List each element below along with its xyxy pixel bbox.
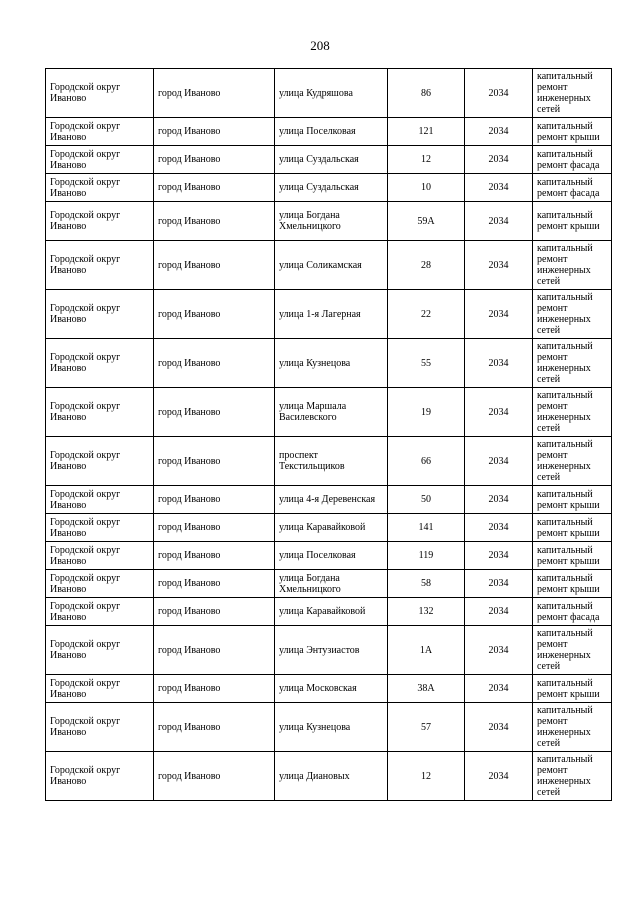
table-row	[46, 241, 612, 290]
cell-year: 2034	[465, 514, 533, 542]
cell-settlement: город Иваново	[154, 339, 275, 388]
cell-work-type: капитальный ремонт инженерных сетей	[533, 290, 612, 339]
table-row	[46, 598, 612, 626]
cell-municipal-okrug: Городской округ Иваново	[46, 486, 154, 514]
cell-house-number: 141	[388, 514, 465, 542]
cell-municipal-okrug: Городской округ Иваново	[46, 626, 154, 675]
cell-street: улица Кудряшова	[275, 69, 388, 118]
cell-house-number: 119	[388, 542, 465, 570]
cell-street: улица Соликамская	[275, 241, 388, 290]
cell-work-type: капитальный ремонт инженерных сетей	[533, 626, 612, 675]
cell-year: 2034	[465, 570, 533, 598]
table-row	[46, 437, 612, 486]
cell-year: 2034	[465, 146, 533, 174]
cell-settlement: город Иваново	[154, 118, 275, 146]
table-row	[46, 174, 612, 202]
cell-municipal-okrug: Городской округ Иваново	[46, 675, 154, 703]
cell-settlement: город Иваново	[154, 514, 275, 542]
cell-municipal-okrug: Городской округ Иваново	[46, 339, 154, 388]
cell-year: 2034	[465, 202, 533, 241]
cell-street: улица 1-я Лагерная	[275, 290, 388, 339]
cell-street: проспект Текстильщиков	[275, 437, 388, 486]
cell-street: улица Поселковая	[275, 118, 388, 146]
housing-repair-table	[45, 68, 612, 801]
cell-street: улица Поселковая	[275, 542, 388, 570]
cell-street: улица Суздальская	[275, 174, 388, 202]
cell-settlement: город Иваново	[154, 202, 275, 241]
cell-work-type: капитальный ремонт крыши	[533, 202, 612, 241]
cell-house-number: 10	[388, 174, 465, 202]
cell-settlement: город Иваново	[154, 388, 275, 437]
table-body	[46, 69, 612, 801]
cell-street: улица Богдана Хмельницкого	[275, 202, 388, 241]
cell-municipal-okrug: Городской округ Иваново	[46, 570, 154, 598]
cell-settlement: город Иваново	[154, 703, 275, 752]
cell-street: улица Каравайковой	[275, 598, 388, 626]
cell-house-number: 121	[388, 118, 465, 146]
cell-work-type: капитальный ремонт фасада	[533, 174, 612, 202]
cell-street: улица Каравайковой	[275, 514, 388, 542]
cell-work-type: капитальный ремонт инженерных сетей	[533, 388, 612, 437]
cell-house-number: 38А	[388, 675, 465, 703]
cell-year: 2034	[465, 542, 533, 570]
cell-settlement: город Иваново	[154, 486, 275, 514]
table-row	[46, 339, 612, 388]
cell-house-number: 55	[388, 339, 465, 388]
cell-house-number: 50	[388, 486, 465, 514]
cell-year: 2034	[465, 241, 533, 290]
cell-work-type: капитальный ремонт крыши	[533, 514, 612, 542]
cell-street: улица Маршала Василевского	[275, 388, 388, 437]
table-row	[46, 146, 612, 174]
cell-settlement: город Иваново	[154, 241, 275, 290]
cell-house-number: 1А	[388, 626, 465, 675]
cell-year: 2034	[465, 626, 533, 675]
table-row	[46, 514, 612, 542]
cell-work-type: капитальный ремонт крыши	[533, 570, 612, 598]
cell-settlement: город Иваново	[154, 290, 275, 339]
cell-house-number: 12	[388, 146, 465, 174]
cell-municipal-okrug: Городской округ Иваново	[46, 703, 154, 752]
cell-settlement: город Иваново	[154, 146, 275, 174]
cell-municipal-okrug: Городской округ Иваново	[46, 290, 154, 339]
cell-street: улица Энтузиастов	[275, 626, 388, 675]
cell-house-number: 132	[388, 598, 465, 626]
cell-municipal-okrug: Городской округ Иваново	[46, 598, 154, 626]
cell-year: 2034	[465, 339, 533, 388]
cell-street: улица Богдана Хмельницкого	[275, 570, 388, 598]
cell-municipal-okrug: Городской округ Иваново	[46, 202, 154, 241]
table-row	[46, 542, 612, 570]
cell-municipal-okrug: Городской округ Иваново	[46, 241, 154, 290]
table-row	[46, 703, 612, 752]
cell-street: улица Кузнецова	[275, 339, 388, 388]
cell-year: 2034	[465, 388, 533, 437]
cell-year: 2034	[465, 598, 533, 626]
cell-work-type: капитальный ремонт фасада	[533, 146, 612, 174]
page-number: 208	[310, 38, 330, 53]
cell-year: 2034	[465, 69, 533, 118]
cell-municipal-okrug: Городской округ Иваново	[46, 174, 154, 202]
cell-year: 2034	[465, 437, 533, 486]
cell-work-type: капитальный ремонт фасада	[533, 598, 612, 626]
cell-house-number: 28	[388, 241, 465, 290]
cell-year: 2034	[465, 174, 533, 202]
table-row	[46, 388, 612, 437]
cell-street: улица Суздальская	[275, 146, 388, 174]
cell-street: улица Московская	[275, 675, 388, 703]
cell-work-type: капитальный ремонт инженерных сетей	[533, 703, 612, 752]
cell-house-number: 19	[388, 388, 465, 437]
cell-house-number: 57	[388, 703, 465, 752]
cell-municipal-okrug: Городской округ Иваново	[46, 514, 154, 542]
cell-street: улица Диановых	[275, 752, 388, 801]
cell-municipal-okrug: Городской округ Иваново	[46, 388, 154, 437]
cell-street: улица Кузнецова	[275, 703, 388, 752]
cell-municipal-okrug: Городской округ Иваново	[46, 69, 154, 118]
cell-year: 2034	[465, 675, 533, 703]
cell-year: 2034	[465, 118, 533, 146]
cell-settlement: город Иваново	[154, 542, 275, 570]
cell-settlement: город Иваново	[154, 626, 275, 675]
cell-settlement: город Иваново	[154, 69, 275, 118]
table-row	[46, 675, 612, 703]
cell-work-type: капитальный ремонт инженерных сетей	[533, 437, 612, 486]
cell-work-type: капитальный ремонт крыши	[533, 675, 612, 703]
cell-work-type: капитальный ремонт инженерных сетей	[533, 69, 612, 118]
cell-work-type: капитальный ремонт крыши	[533, 486, 612, 514]
cell-house-number: 22	[388, 290, 465, 339]
table-row	[46, 290, 612, 339]
cell-work-type: капитальный ремонт крыши	[533, 542, 612, 570]
table-row	[46, 570, 612, 598]
cell-work-type: капитальный ремонт инженерных сетей	[533, 339, 612, 388]
cell-house-number: 12	[388, 752, 465, 801]
cell-settlement: город Иваново	[154, 570, 275, 598]
cell-house-number: 59А	[388, 202, 465, 241]
cell-year: 2034	[465, 486, 533, 514]
cell-house-number: 66	[388, 437, 465, 486]
cell-settlement: город Иваново	[154, 598, 275, 626]
cell-house-number: 86	[388, 69, 465, 118]
cell-settlement: город Иваново	[154, 174, 275, 202]
cell-work-type: капитальный ремонт крыши	[533, 118, 612, 146]
table-row	[46, 69, 612, 118]
cell-settlement: город Иваново	[154, 752, 275, 801]
table-row	[46, 626, 612, 675]
cell-municipal-okrug: Городской округ Иваново	[46, 437, 154, 486]
cell-work-type: капитальный ремонт инженерных сетей	[533, 752, 612, 801]
cell-municipal-okrug: Городской округ Иваново	[46, 752, 154, 801]
cell-year: 2034	[465, 752, 533, 801]
table-row	[46, 118, 612, 146]
cell-municipal-okrug: Городской округ Иваново	[46, 542, 154, 570]
table-row	[46, 752, 612, 801]
cell-work-type: капитальный ремонт инженерных сетей	[533, 241, 612, 290]
cell-settlement: город Иваново	[154, 437, 275, 486]
cell-year: 2034	[465, 290, 533, 339]
cell-settlement: город Иваново	[154, 675, 275, 703]
table-row	[46, 202, 612, 241]
cell-street: улица 4-я Деревенская	[275, 486, 388, 514]
cell-municipal-okrug: Городской округ Иваново	[46, 118, 154, 146]
cell-house-number: 58	[388, 570, 465, 598]
table-row	[46, 486, 612, 514]
cell-year: 2034	[465, 703, 533, 752]
cell-municipal-okrug: Городской округ Иваново	[46, 146, 154, 174]
